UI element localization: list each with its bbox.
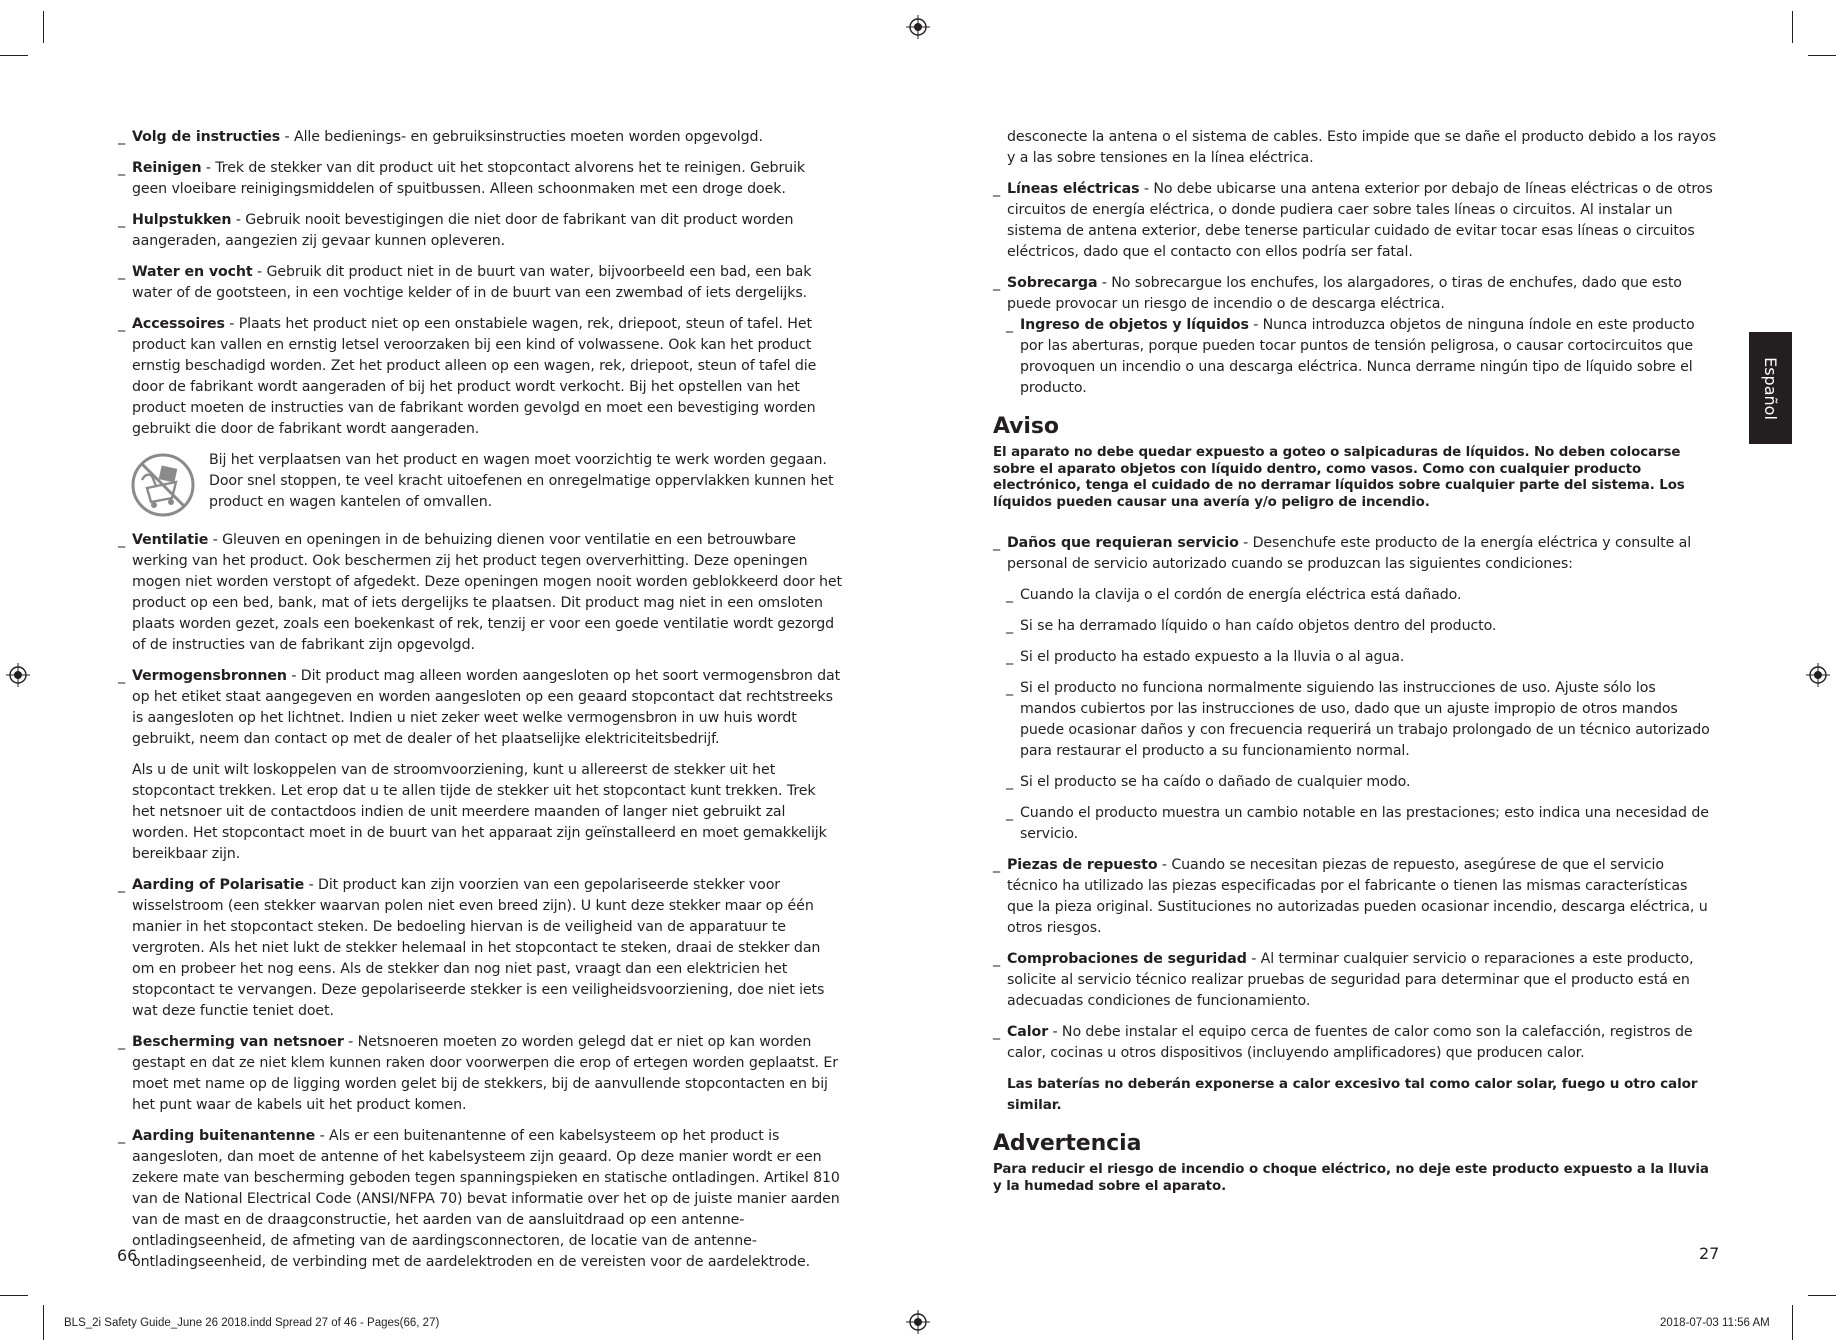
condition-item: _ Si el producto se ha caído o dañado de cualquier modo.	[1006, 772, 1716, 793]
cart-warning	[118, 450, 842, 520]
crop-mark	[43, 11, 44, 43]
crop-mark	[0, 1295, 28, 1296]
list-item: _ Bescherming van netsnoer - Netsnoeren moeten zo worden gelegd dat er niet op kan worden gestapt en dat ze niet klem kunnen raken door voorwerpen die erop of ertegen worden geplaatst. Er moet met name op de ligging worden gelet bij de stekkers, bij de aanvullende stopcontacten en bij het punt waar de kabels uit het product komen.	[118, 1032, 842, 1116]
condition-item: _ Si el producto ha estado expuesto a la lluvia o al agua.	[1006, 647, 1716, 668]
condition-item: _ Si se ha derramado líquido o han caído objetos dentro del producto.	[1006, 616, 1716, 637]
registration-mark-icon	[906, 15, 930, 39]
list-item: _ Daños que requieran servicio - Desenchufe este producto de la energía eléctrica y consulte al personal de servicio autorizado cuando se produzcan las siguientes condiciones:	[993, 533, 1716, 575]
registration-mark-icon	[906, 1310, 930, 1334]
list-item: _ Hulpstukken - Gebruik nooit bevestigingen die niet door de fabrikant van dit product worden aangeraden, aangezien zij gevaar kunnen opleveren.	[118, 210, 842, 252]
condition-item: _ Si el producto no funciona normalmente siguiendo las instrucciones de uso. Ajuste sólo los mandos cubiertos por las instrucciones de uso, dado que un ajuste impropio de otros mandos puede ocasionar daños y con frecuencia requerirá un trabajo prolongado de un técnico autorizado para restaurar el producto a su funcionamiento normal.	[1006, 678, 1716, 762]
list-item: _ Aarding of Polarisatie - Dit product kan zijn voorzien van een gepolariseerde stekker voor wisselstroom (een stekker waarvan polen niet even breed zijn). U kunt deze stekker maar op één manier in het stopcontact steken. De bedoeling hiervan is de veiligheid van de apparatuur te vergroten. Als het niet lukt de stekker helemaal in het stopcontact te steken, draai de stekker dan om en probeer het nog eens. Als de stekker dan nog niet past, vraagt dan een elektricien het stopcontact te vervangen. Deze gepolariseerde stekker is een veiligheidsvoorziening, doe niet iets wat deze functie teniet doet.	[118, 875, 842, 1022]
aviso-notice: El aparato no debe quedar expuesto a goteo o salpicaduras de líquidos. No deben colocarse sobre el aparato objetos con líquido dentro, como vasos. Como con cualquier producto electrónico, tenga el cuidado de no derramar líquidos sobre cualquier parte del sistema. Los líquidos pueden causar una avería y/o peligro de incendio.	[993, 445, 1685, 510]
crop-mark	[0, 55, 28, 56]
slug-file-info: BLS_2i Safety Guide_June 26 2018.indd Spread 27 of 46 - Pages(66, 27)	[64, 1317, 440, 1329]
registration-mark-icon	[6, 663, 30, 687]
crop-mark	[1792, 11, 1793, 43]
list-item: _ Ingreso de objetos y líquidos - Nunca introduzca objetos de ninguna índole en este producto por las aberturas, porque pueden tocar puntos de tensión peligrosa, o causar cortocircuitos que provoquen un incendio o una descarga eléctrica. Nunca derrame ningún tipo de líquido sobre el producto.	[1006, 315, 1716, 399]
condition-item: _ Cuando el producto muestra un cambio notable en las prestaciones; esto indica una necesidad de servicio.	[1006, 803, 1716, 845]
crop-mark	[1808, 55, 1836, 56]
crop-mark	[43, 1305, 44, 1340]
battery-note: Las baterías no deberán exponerse a calor excesivo tal como calor solar, fuego u otro calor similar.	[1007, 1076, 1698, 1113]
aviso-heading: Aviso	[993, 414, 1059, 439]
slug-timestamp: 2018-07-03 11:56 AM	[1660, 1317, 1770, 1329]
list-item: _ Water en vocht - Gebruik dit product niet in de buurt van water, bijvoorbeeld een bad, een bak water of de gootsteen, in een vochtige kelder of in de buurt van een zwembad of iets dergelijks.	[118, 262, 842, 304]
list-item: _ Calor - No debe instalar el equipo cerca de fuentes de calor como son la calefacción, registros de calor, cocinas u otros dispositivos (incluyendo amplificadores) que producen calor.	[993, 1022, 1716, 1064]
list-item: _ Reinigen - Trek de stekker van dit product uit het stopcontact alvorens het te reinigen. Gebruik geen vloeibare reinigingsmiddelen of spuitbussen. Alleen schoonmaken met een droge doek.	[118, 158, 842, 200]
list-item: _ Vermogensbronnen - Dit product mag alleen worden aangesloten op het soort vermogensbron dat op het etiket staat aangegeven en worden aangesloten op een geaard stopcontact dat rechtstreeks is aangesloten op het lichtnet. Indien u niet zeker weet welke vermogensbron in uw huis wordt gebruikt, neem dan contact op met de dealer of het plaatselijke elektriciteitsbedrijf.	[118, 666, 842, 750]
page-number-right: 27	[1699, 1244, 1720, 1263]
language-tab	[1749, 332, 1792, 444]
unplug-note: Als u de unit wilt loskoppelen van de stroomvoorziening, kunt u allereerst de stekker uit het stopcontact trekken. Let erop dat u te allen tijde de stekker uit het stopcontact kunt trekken. Trek het netsnoer uit de contactdoos indien de unit meerdere maanden of langer niet gebruikt zal worden. Het stopcontact moet in de buurt van het apparaat zijn geïnstalleerd en moet gemakkelijk bereikbaar zijn.	[132, 762, 827, 862]
list-item: _ Ventilatie - Gleuven en openingen in de behuizing dienen voor ventilatie en een betrouwbare werking van het product. Ook beschermen zij het product tegen oververhitting. Deze openingen mogen niet worden verstopt of afgedekt. Deze openingen mogen nooit worden geblokkeerd door het product op een bed, bank, mat of iets dergelijks te plaatsen. Dit product mag niet in een omsloten plaats worden gezet, zoals een boekenkast of rek, tenzij er voor een goede ventilatie wordt gezorgd of de instructies van de fabrikant zijn opgevolgd.	[118, 530, 842, 656]
list-item: _ Líneas eléctricas - No debe ubicarse una antena exterior por debajo de líneas eléctricas o de otros circuitos de energía eléctrica, o donde pudiera caer sobre tales líneas o circuitos. Al instalar un sistema de antena exterior, debe tenerse particular cuidado de evitar tocar esas líneas o circuitos eléctricos, dado que el contacto con ellos podría ser fatal.	[993, 179, 1716, 263]
continuation-text: desconecte la antena o el sistema de cables. Esto impide que se dañe el producto debido a los rayos y a las sobre tensiones en la línea eléctrica.	[1007, 129, 1716, 166]
left-page-text	[118, 127, 842, 1283]
list-item: _ Aarding buitenantenne - Als er een buitenantenne of een kabelsysteem op het product is aangesloten, dan moet de antenne of het kabelsysteem zijn geaard. Op deze manier wordt er een zekere mate van bescherming geboden tegen spanningspieken en statische ontladingen. Artikel 810 van de National Electrical Code (ANSI/NFPA 70) bevat informatie over het op de juiste manier aarden van de mast en de draagconstructie, het aarden van de aansluitdraad op een antenne-ontladingseenheid, de afmeting van de aardingsconnectoren, de locatie van de antenne-ontladingseenheid, de verbinding met de aardelektroden en de vereisten voor de aardelektrode.	[118, 1126, 842, 1273]
cart-tip-over-warning-icon	[130, 452, 196, 518]
list-item: _ Sobrecarga - No sobrecargue los enchufes, los alargadores, o tiras de enchufes, dado que esto puede provocar un riesgo de incendio o de descarga eléctrica.	[993, 273, 1716, 315]
list-item: _ Accessoires - Plaats het product niet op een onstabiele wagen, rek, driepoot, steun of tafel. Het product kan vallen en ernstig letsel veroorzaken bij een kind of volwassene. Ook kan het product ernstig beschadigd worden. Zet het product alleen op een wagen, rek, driepoot, steun of tafel die door de fabrikant wordt aangeraden of bij het product wordt verkocht. Bij het opstellen van het product moeten de instructies van de fabrikant worden gevolgd en moet een bevestiging worden gebruikt die door de fabrikant wordt aangeraden.	[118, 314, 842, 440]
crop-mark	[1808, 1295, 1836, 1296]
crop-mark	[1792, 1305, 1793, 1340]
list-item: _ Comprobaciones de seguridad - Al terminar cualquier servicio o reparaciones a este producto, solicite al servicio técnico realizar pruebas de seguridad para determinar que el producto está en adecuadas condiciones de funcionamiento.	[993, 949, 1716, 1012]
advertencia-heading: Advertencia	[993, 1131, 1142, 1156]
page-number-left: 66	[117, 1246, 138, 1265]
advertencia-notice: Para reducir el riesgo de incendio o choque eléctrico, no deje este producto expuesto a la lluvia y la humedad sobre el aparato.	[993, 1162, 1709, 1194]
condition-item: _ Cuando la clavija o el cordón de energía eléctrica está dañado.	[1006, 585, 1716, 606]
language-tab-label: Español	[1761, 356, 1780, 420]
list-item: _ Volg de instructies - Alle bedienings- en gebruiksinstructies moeten worden opgevolgd.	[118, 127, 842, 148]
list-item: _ Piezas de repuesto - Cuando se necesitan piezas de repuesto, asegúrese de que el servicio técnico ha utilizado las piezas especificadas por el fabricante o tienen las mismas características que la pieza original. Sustituciones no autorizadas pueden ocasionar incendio, descarga eléctrica, u otros riesgos.	[993, 855, 1716, 939]
right-page-text	[993, 127, 1716, 1217]
cart-warning-text: Bij het verplaatsen van het product en wagen moet voorzichtig te werk worden gegaan. Door snel stoppen, te veel kracht uitoefenen en onregelmatige oppervlakken kunnen het product en wagen kantelen of omvallen.	[209, 452, 834, 510]
registration-mark-icon	[1806, 663, 1830, 687]
